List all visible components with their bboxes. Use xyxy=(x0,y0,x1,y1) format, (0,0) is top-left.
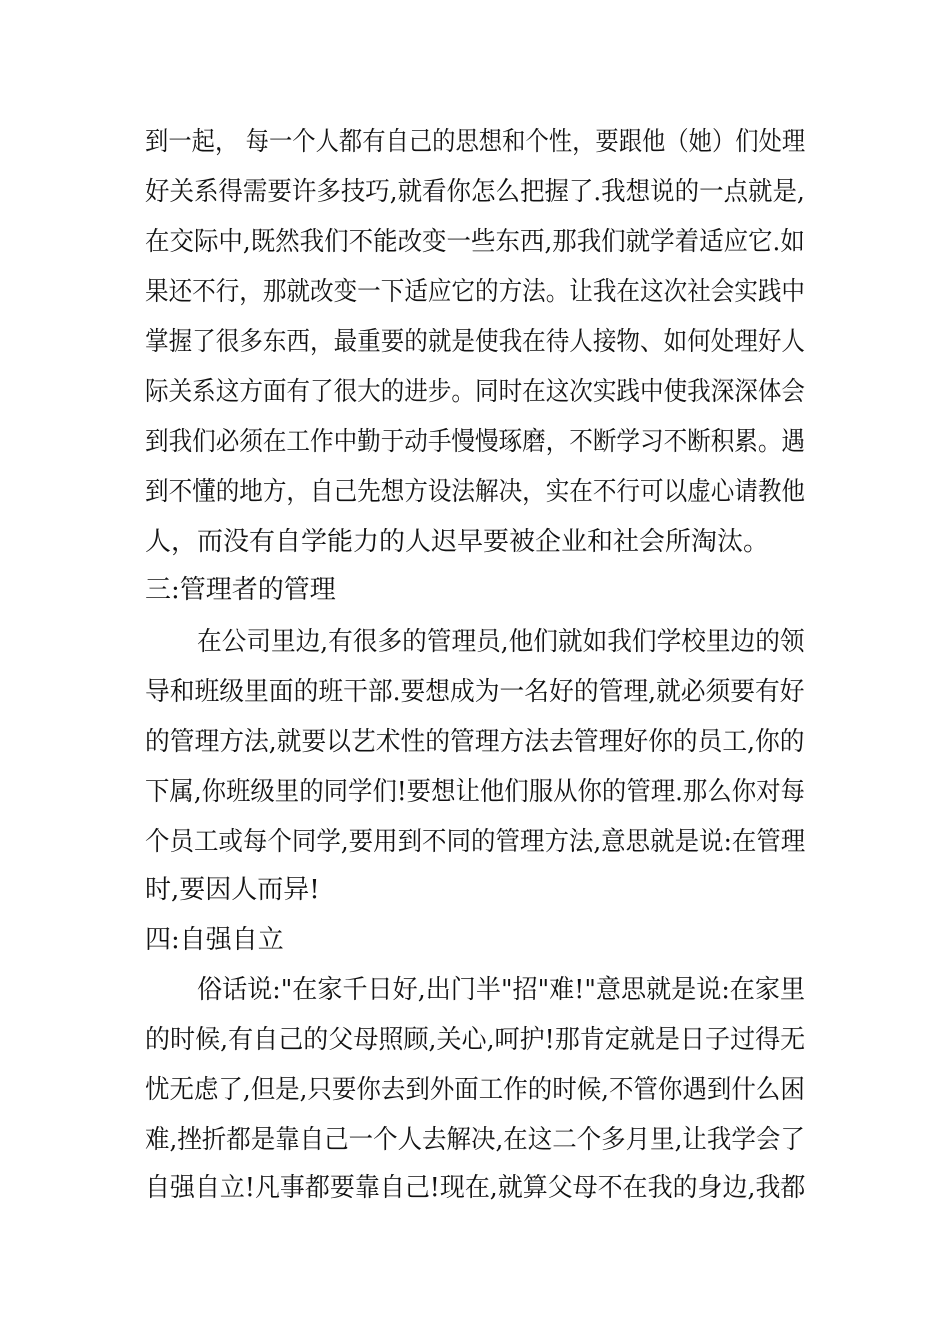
paragraph-line: 到不懂的地方，自己先想方设法解决，实在不行可以虚心请教他 xyxy=(145,477,806,507)
paragraph-line: 下属,你班级里的同学们!要想让他们服从你的管理.那么你对每 xyxy=(145,777,805,807)
paragraph-line: 在交际中,既然我们不能改变一些东西,那我们就学着适应它.如 xyxy=(145,227,805,257)
paragraph-line: 在公司里边,有很多的管理员,他们就如我们学校里边的领 xyxy=(197,627,805,657)
paragraph-line: 自强自立!凡事都要靠自己!现在,就算父母不在我的身边,我都 xyxy=(145,1173,806,1203)
paragraph-line: 俗话说:"在家千日好,出门半"招"难!"意思就是说:在家里 xyxy=(197,975,806,1005)
paragraph-line: 的时候,有自己的父母照顾,关心,呵护!那肯定就是日子过得无 xyxy=(145,1025,806,1055)
paragraph-line: 的管理方法,就要以艺术性的管理方法去管理好你的员工,你的 xyxy=(145,727,805,757)
paragraph-line: 到一起， 每一个人都有自己的思想和个性，要跟他（她）们处理 xyxy=(145,127,806,157)
paragraph-line: 时,要因人而异! xyxy=(145,875,320,905)
paragraph-line: 导和班级里面的班干部.要想成为一名好的管理,就必须要有好 xyxy=(145,677,805,707)
paragraph-line: 到我们必须在工作中勤于动手慢慢琢磨，不断学习不断积累。遇 xyxy=(145,427,806,457)
paragraph-line: 掌握了很多东西，最重要的就是使我在待人接物、如何处理好人 xyxy=(145,327,806,357)
section-heading: 三:管理者的管理 xyxy=(145,575,336,605)
paragraph-line: 忧无虑了,但是,只要你去到外面工作的时候,不管你遇到什么困 xyxy=(145,1075,805,1105)
paragraph-line: 际关系这方面有了很大的进步。同时在这次实践中使我深深体会 xyxy=(145,377,806,407)
paragraph-line: 果还不行，那就改变一下适应它的方法。让我在这次社会实践中 xyxy=(145,277,806,307)
paragraph-line: 好关系得需要许多技巧,就看你怎么把握了.我想说的一点就是, xyxy=(145,177,805,207)
section-heading: 四:自强自立 xyxy=(145,925,284,955)
paragraph-line: 人，而没有自学能力的人迟早要被企业和社会所淘汰。 xyxy=(145,527,770,557)
paragraph-line: 难,挫折都是靠自己一个人去解决,在这二个多月里,让我学会了 xyxy=(145,1125,805,1155)
paragraph-line: 个员工或每个同学,要用到不同的管理方法,意思就是说:在管理 xyxy=(145,827,806,857)
